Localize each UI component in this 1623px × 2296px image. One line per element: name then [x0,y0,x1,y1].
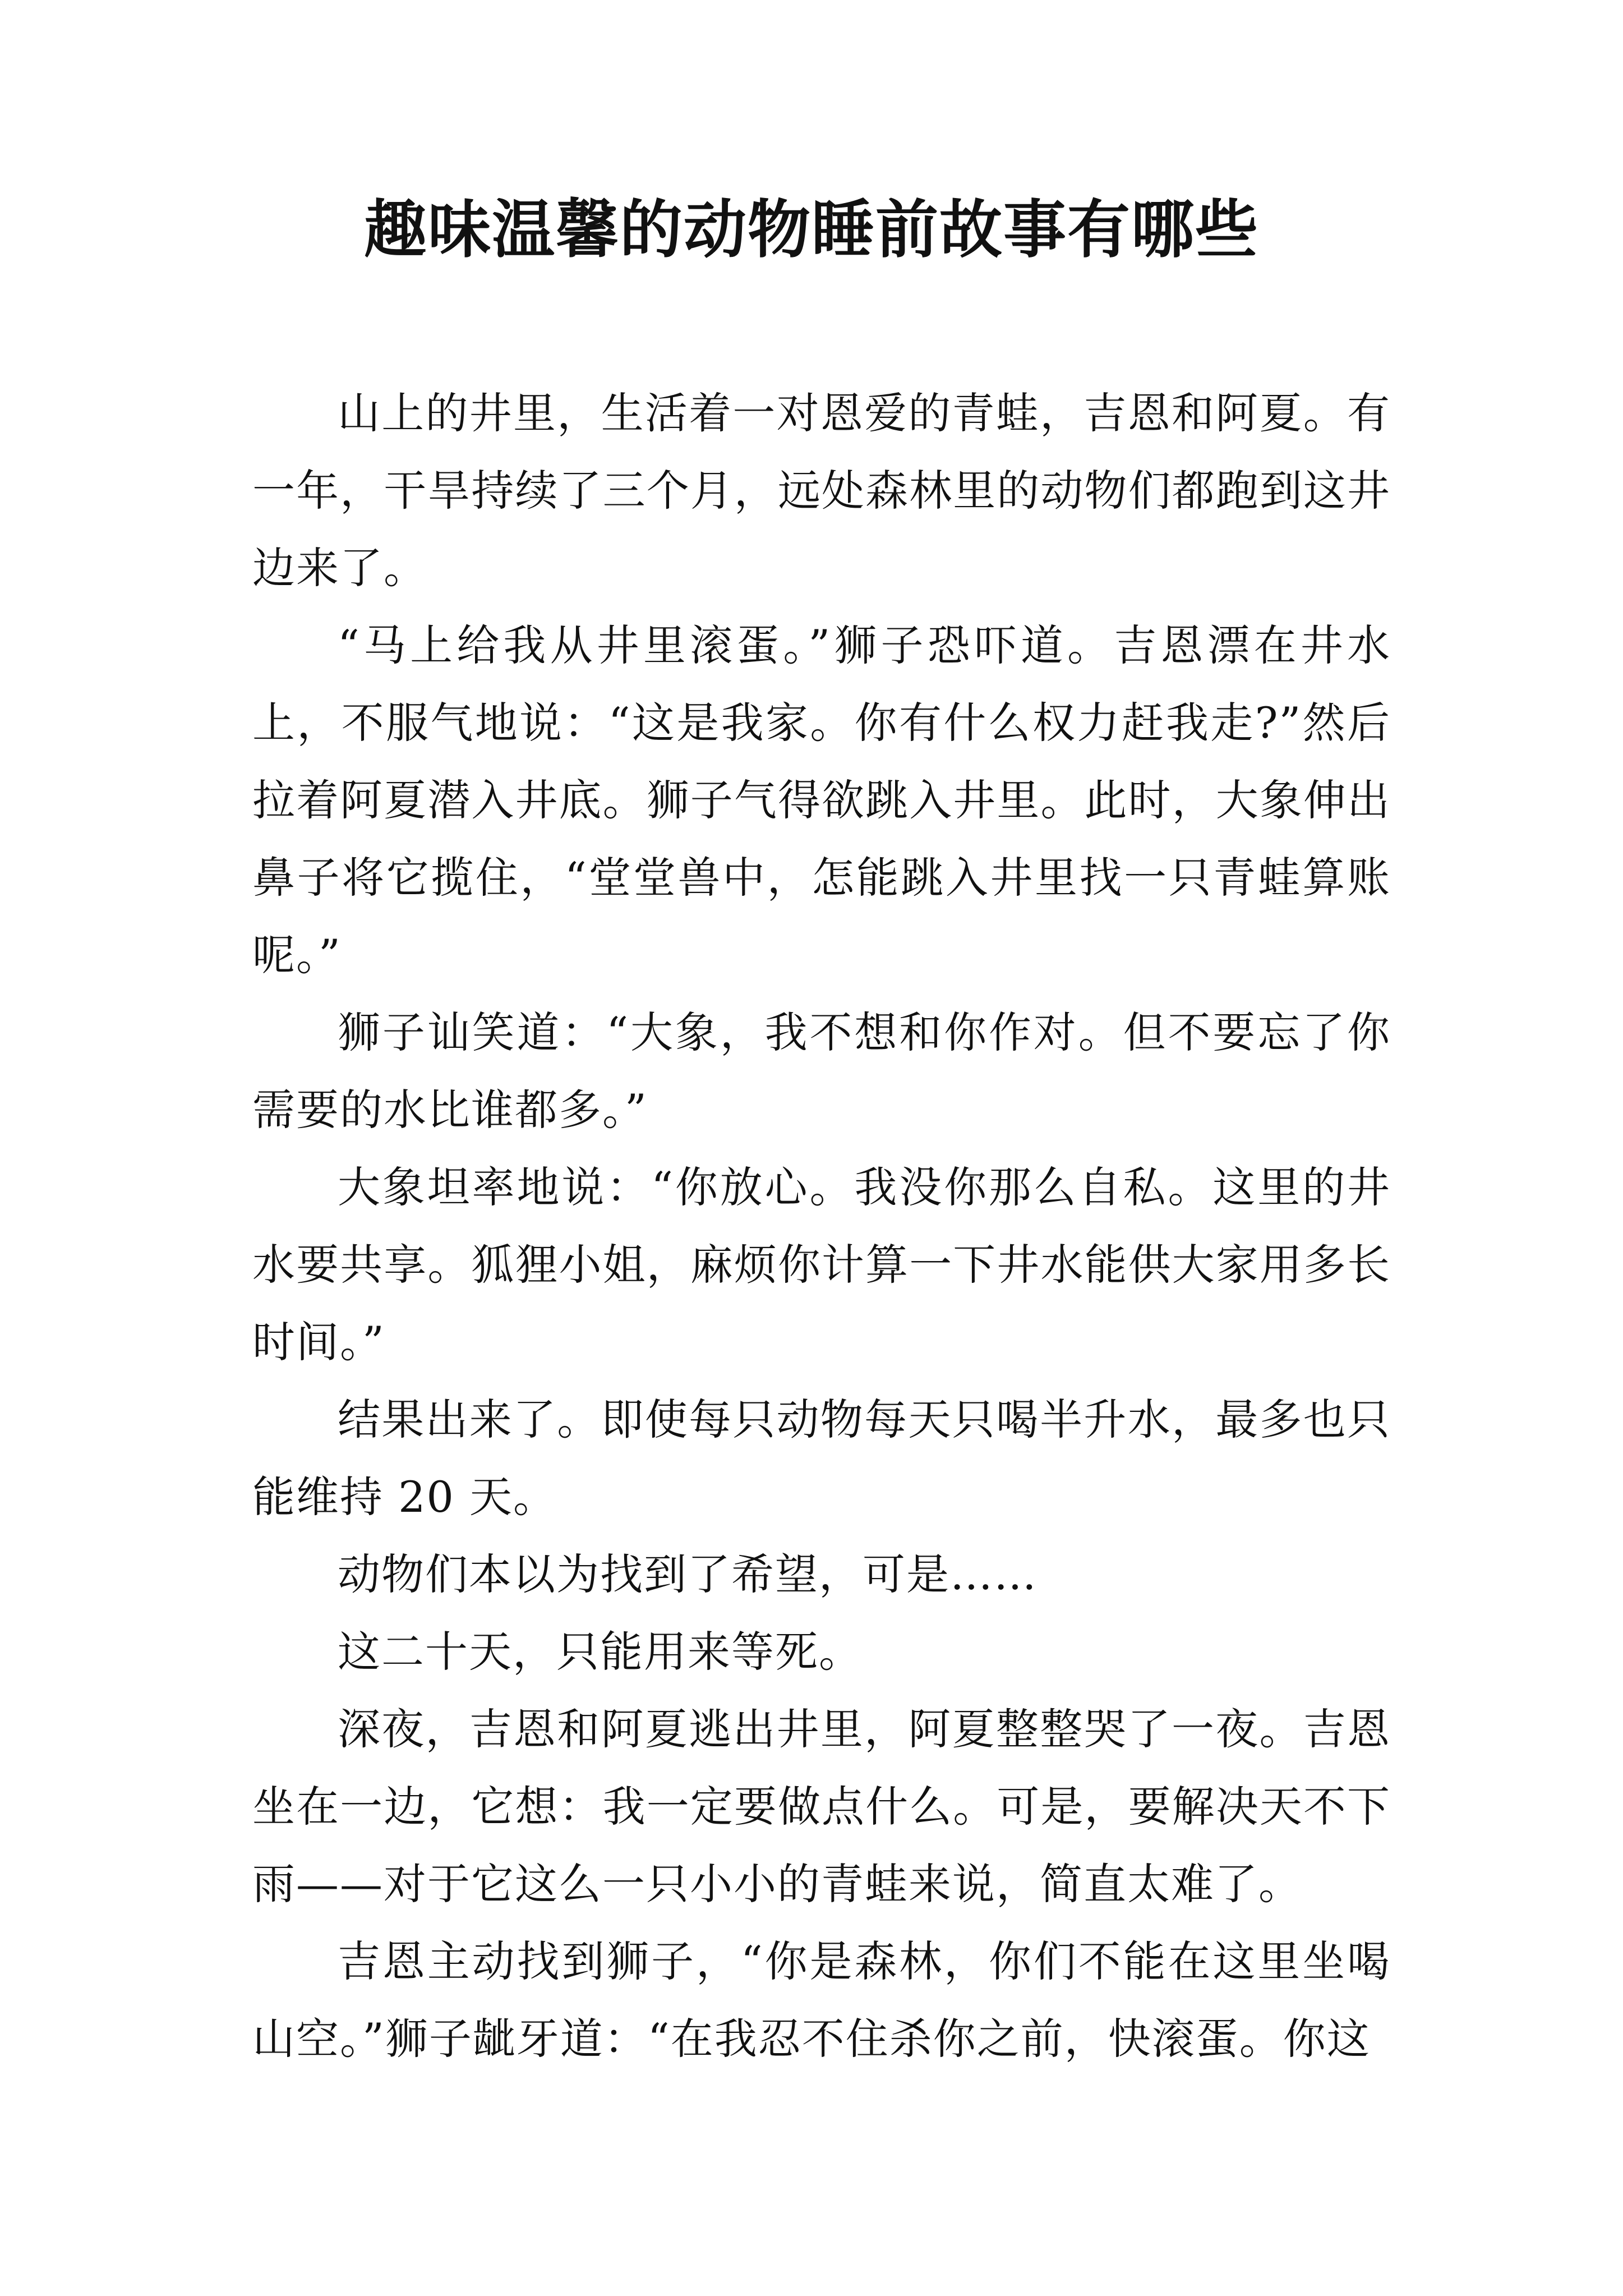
paragraph: 大象坦率地说：“你放心。我没你那么自私。这里的井水要共享。狐狸小姐，麻烦你计算一下井水能供大家用多长时间。” [252,1162,1391,1367]
paragraph: 狮子讪笑道：“大象，我不想和你作对。但不要忘了你需要的水比谁都多。” [252,1007,1391,1135]
document-body [252,375,1391,2078]
paragraph: “马上给我从井里滚蛋。”狮子恐吓道。吉恩漂在井水上，不服气地说：“这是我家。你有什么权力赶我走?”然后拉着阿夏潜入井底。狮子气得欲跳入井里。此时，大象伸出鼻子将它揽住，“堂堂兽中，怎能跳入井里找一只青蛙算账呢。” [252,620,1391,980]
paragraph: 山上的井里，生活着一对恩爱的青蛙，吉恩和阿夏。有一年，干旱持续了三个月，远处森林里的动物们都跑到这井边来了。 [252,388,1391,593]
paragraph: 深夜，吉恩和阿夏逃出井里，阿夏整整哭了一夜。吉恩坐在一边，它想：我一定要做点什么。可是，要解决天不下雨——对于它这么一只小小的青蛙来说，简直太难了。 [252,1704,1391,1909]
paragraph: 结果出来了。即使每只动物每天只喝半升水，最多也只能维持 20 天。 [252,1395,1391,1522]
paragraph: 吉恩主动找到狮子，“你是森林，你们不能在这里坐喝山空。”狮子龇牙道：“在我忍不住杀你之前，快滚蛋。你这 [252,1936,1391,2064]
document-title: 趣味温馨的动物睡前故事有哪些 [364,193,1259,266]
paragraph: 动物们本以为找到了希望，可是…… [338,1549,1038,1599]
paragraph: 这二十天，只能用来等死。 [338,1627,863,1677]
